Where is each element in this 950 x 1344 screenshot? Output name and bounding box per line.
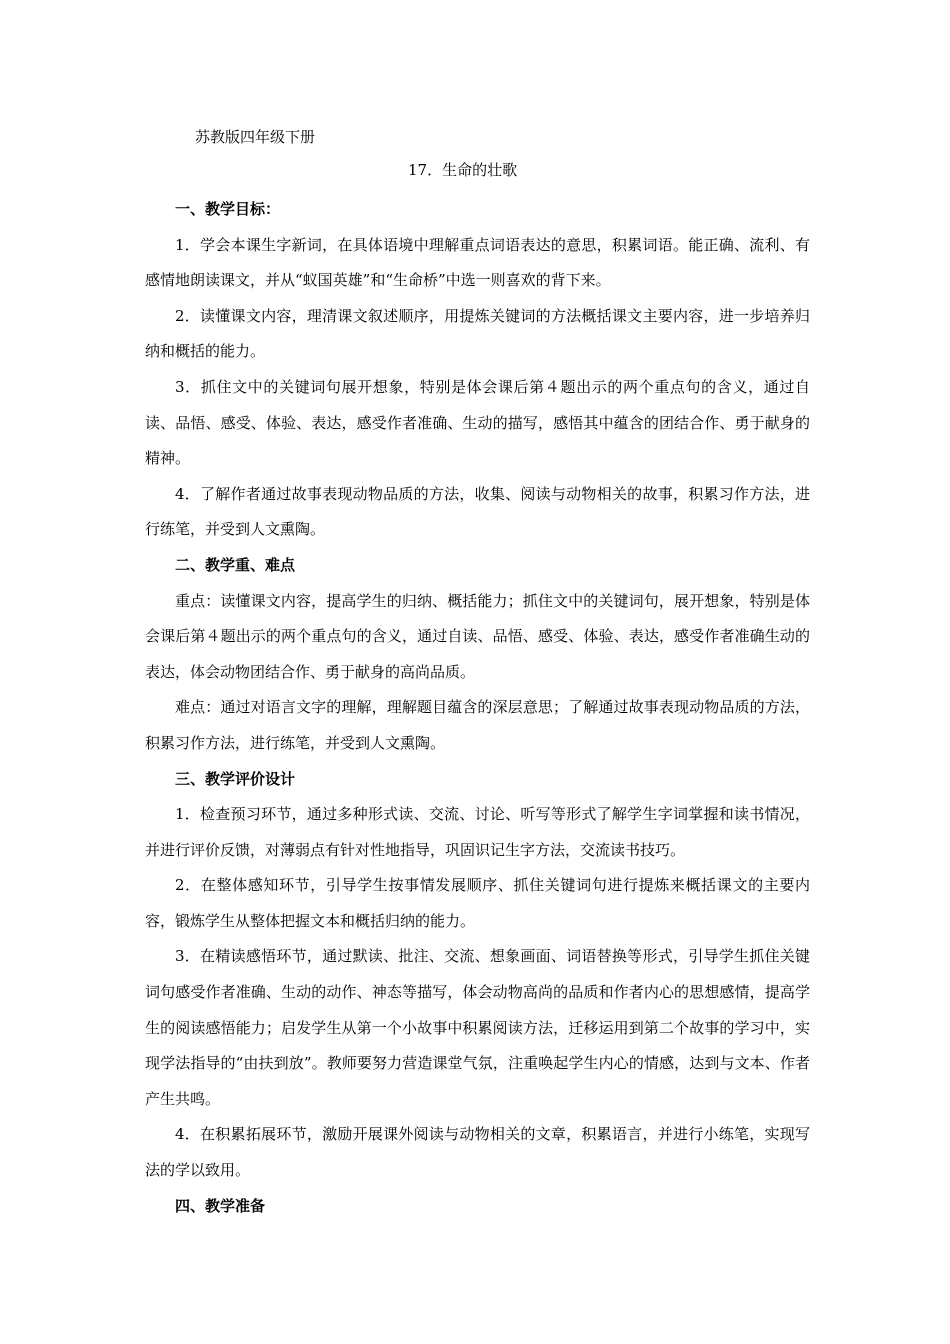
evaluation-2: 2．在整体感知环节，引导学生按事情发展顺序、抓住关键词句进行提炼来概括课文的主要内容，锻炼学生从整体把握文本和概括归纳的能力。 bbox=[145, 876, 810, 930]
evaluation-1: 1．检查预习环节，通过多种形式读、交流、讨论、听写等形式了解学生字词掌握和读书情况，并进行评价反馈，对薄弱点有针对性地指导，巩固识记生字方法，交流读书技巧。 bbox=[145, 805, 810, 859]
evaluation-4: 4．在积累拓展环节，激励开展课外阅读与动物相关的文章，积累语言，并进行小练笔，实现写法的学以致用。 bbox=[145, 1125, 810, 1180]
evaluation-3: 3．在精读感悟环节，通过默读、批注、交流、想象画面、词语替换等形式，引导学生抓住关键词句感受作者准确、生动的动作、神态等描写，体会动物高尚的品质和作者内心的思想感情，提高学生的阅读感悟能力；启发学生从第一个小故事中积累阅读方法，迁移运用到第二个故事的学习中，实现学法指导的“由扶到放”。教师要努力营造课堂气氛，注重唤起学生内心的情感，达到与文本、作者产生共鸣。 bbox=[145, 947, 810, 1108]
objective-3: 3．抓住文中的关键词句展开想象，特别是体会课后第４题出示的两个重点句的含义，通过自读、品悟、感受、体验、表达，感受作者准确、生动的描写，感悟其中蕴含的团结合作、勇于献身的精神。 bbox=[145, 377, 810, 468]
textbook-header: 苏教版四年级下册 bbox=[195, 128, 316, 146]
difficult-point: 难点：通过对语言文字的理解，理解题目蕴含的深层意思；了解通过故事表现动物品质的方法，积累习作方法，进行练笔，并受到人文熏陶。 bbox=[145, 698, 810, 752]
objective-1: 1．学会本课生字新词，在具体语境中理解重点词语表达的意思，积累词语。能正确、流利、有感情地朗读课文，并从“蚁国英雄”和“生命桥”中选一则喜欢的背下来。 bbox=[145, 235, 810, 290]
lesson-title: 17．生命的壮歌 bbox=[408, 161, 518, 179]
section-heading-preparation: 四、教学准备 bbox=[175, 1196, 266, 1215]
key-point: 重点：读懂课文内容，提高学生的归纳、概括能力；抓住文中的关键词句，展开想象，特别是体会课后第４题出示的两个重点句的含义，通过自读、品悟、感受、体验、表达，感受作者准确生动的表达，体会动物团结合作、勇于献身的高尚品质。 bbox=[145, 591, 810, 681]
section-heading-key-points: 二、教学重、难点 bbox=[175, 555, 296, 574]
section-heading-evaluation: 三、教学评价设计 bbox=[175, 769, 296, 788]
section-heading-objectives: 一、教学目标： bbox=[175, 200, 281, 218]
objective-4: 4．了解作者通过故事表现动物品质的方法，收集、阅读与动物相关的故事，积累习作方法，进行练笔，并受到人文熏陶。 bbox=[145, 484, 810, 539]
objective-2: 2．读懂课文内容，理清课文叙述顺序，用提炼关键词的方法概括课文主要内容，进一步培养归纳和概括的能力。 bbox=[145, 306, 810, 361]
document-body bbox=[145, 192, 810, 1224]
